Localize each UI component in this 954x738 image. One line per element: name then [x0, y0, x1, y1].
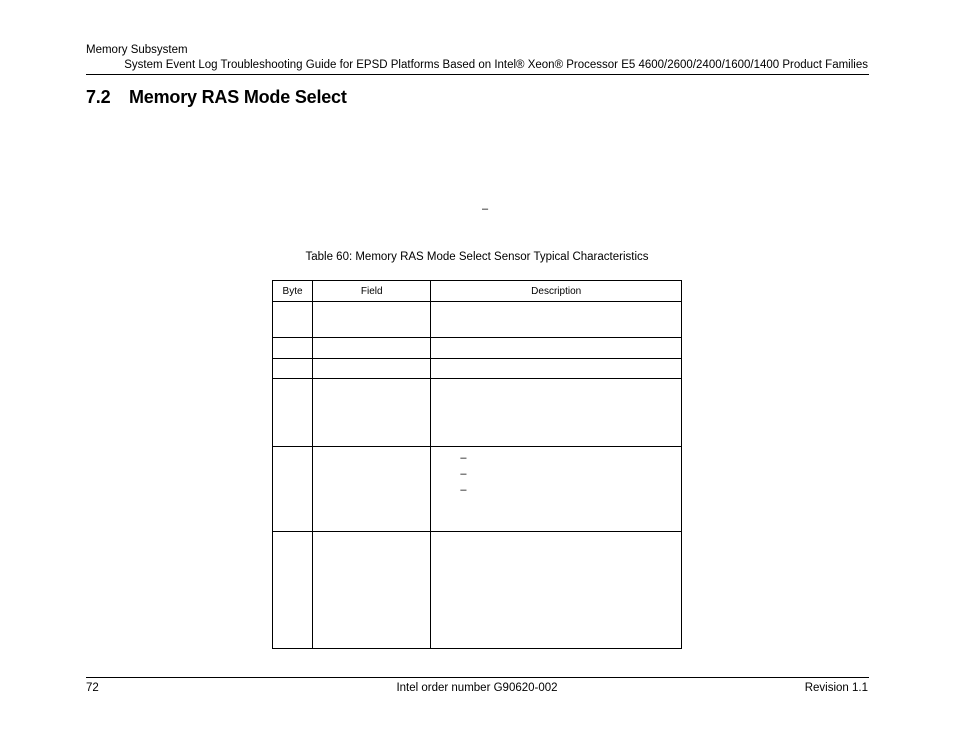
table-cell	[313, 379, 431, 447]
list-item: –	[460, 452, 467, 464]
table-row	[273, 379, 682, 447]
table-row	[273, 359, 682, 379]
table-row	[273, 447, 682, 532]
column-header-byte: Byte	[273, 281, 313, 302]
table-cell	[313, 302, 431, 338]
table-cell	[431, 302, 682, 338]
section-number: 7.2	[86, 87, 111, 107]
table-cell	[431, 338, 682, 359]
table-cell	[431, 359, 682, 379]
table-cell	[313, 447, 431, 532]
page-number: 72	[86, 682, 99, 694]
header-section-name: Memory Subsystem	[86, 44, 188, 56]
sensor-characteristics-table	[272, 280, 682, 649]
table-caption: Table 60: Memory RAS Mode Select Sensor Typical Characteristics	[305, 251, 649, 263]
dash-list	[431, 447, 681, 500]
list-item: –	[460, 468, 467, 480]
header-rule	[86, 74, 869, 75]
table-cell	[431, 379, 682, 447]
table-cell	[273, 359, 313, 379]
table-cell	[431, 532, 682, 649]
table-cell	[313, 359, 431, 379]
table-row	[273, 338, 682, 359]
table-header-row	[273, 281, 682, 302]
column-header-field: Field	[313, 281, 431, 302]
stray-dash: –	[482, 203, 489, 215]
table-cell	[273, 338, 313, 359]
table-row	[273, 302, 682, 338]
section-heading	[86, 87, 347, 108]
order-number: Intel order number G90620-002	[396, 682, 558, 694]
table-cell	[273, 532, 313, 649]
table-cell	[313, 532, 431, 649]
list-item: –	[460, 484, 467, 496]
table-cell	[273, 379, 313, 447]
revision: Revision 1.1	[804, 682, 868, 694]
column-header-description: Description	[431, 281, 682, 302]
table-cell	[273, 447, 313, 532]
table-row	[273, 532, 682, 649]
header-document-title: System Event Log Troubleshooting Guide for EPSD Platforms Based on Intel® Xeon® Processor E5 4600/2600/2400/1600/1400 Product Families	[124, 59, 868, 71]
table-cell	[273, 302, 313, 338]
table-cell	[313, 338, 431, 359]
section-title: Memory RAS Mode Select	[129, 87, 347, 107]
footer-rule	[86, 677, 869, 678]
table-cell	[431, 447, 682, 532]
